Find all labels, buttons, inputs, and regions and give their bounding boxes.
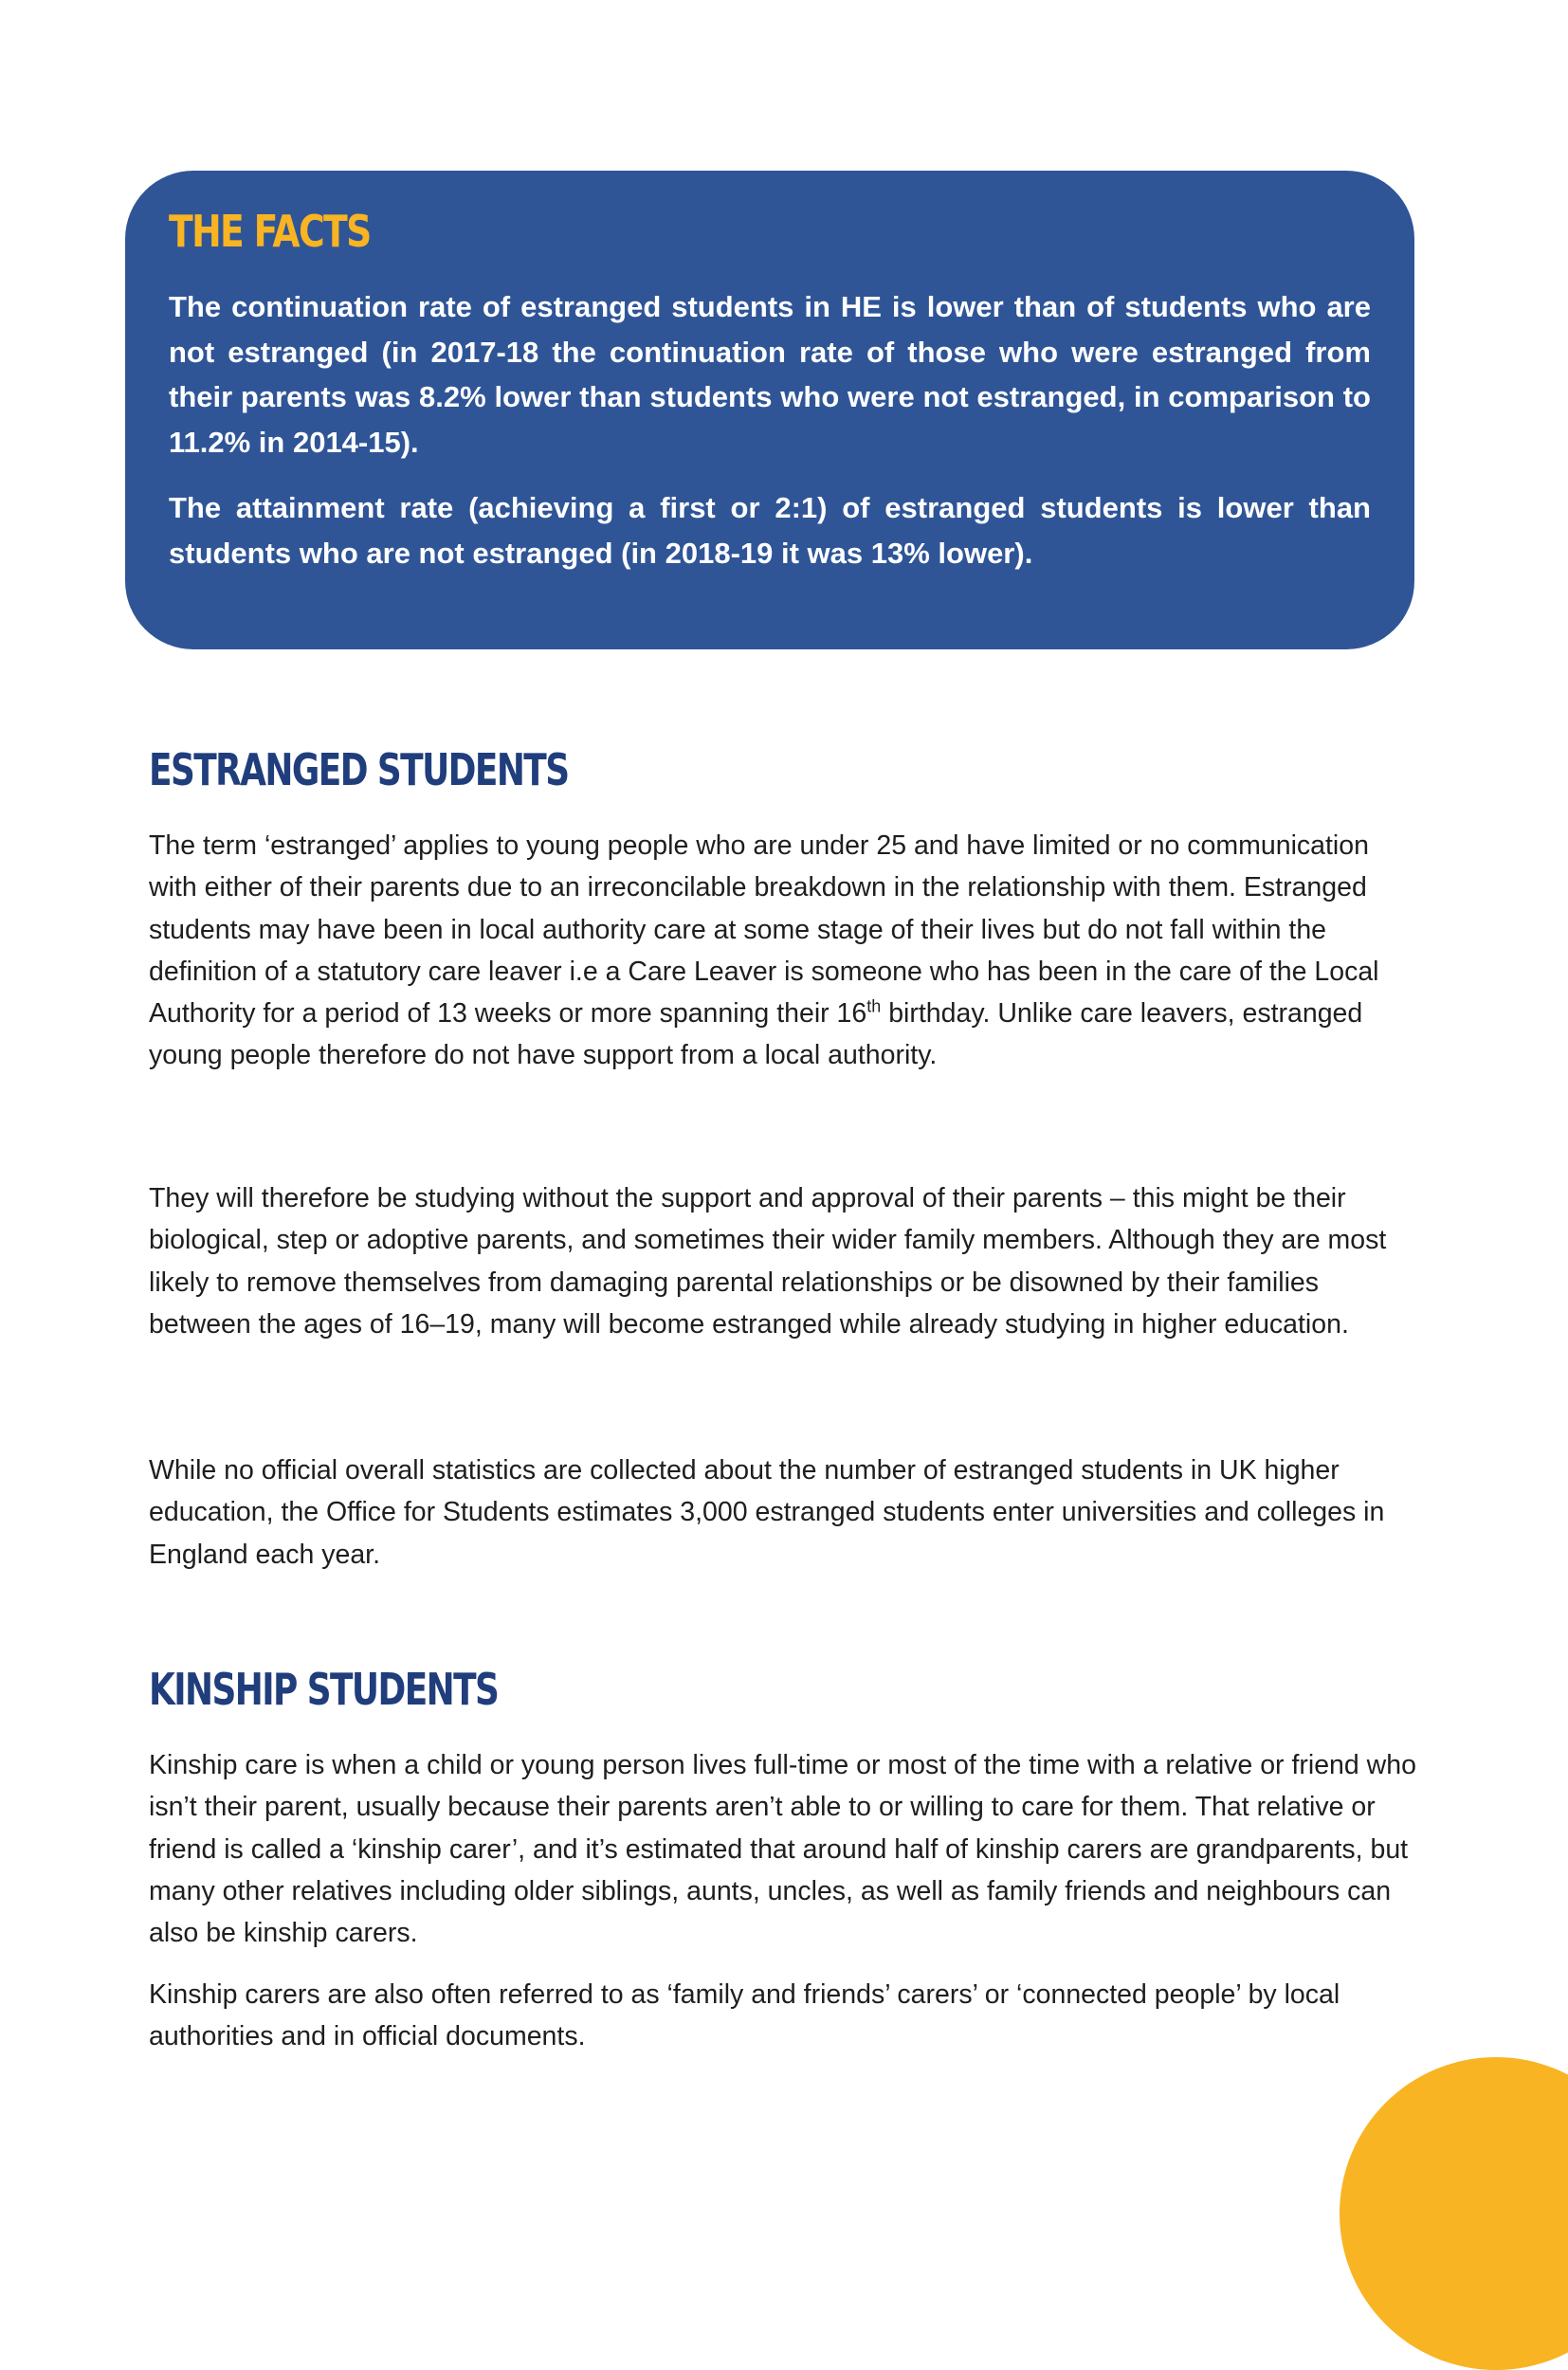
ordinal-suffix: th (866, 996, 882, 1016)
estranged-paragraph-statistics: While no official overall statistics are collected about the number of estranged students in UK higher education, the Office for Students estimates 3,000 estranged students enter universities and colleges in England each year. (149, 1455, 1385, 1570)
decorative-yellow-circle (1340, 2057, 1568, 2370)
estranged-definition-text: The term ‘estranged’ applies to young people who are under 25 and have limited or no communication with either of their parents due to an irreconcilable breakdown in the relationship with them. Estranged students may have been in local authority care at some stage of their lives but do not fall within the definition of a statutory care leaver i.e a Care Leaver is someone who has been in the care of the Local Authority for a period of 13 weeks or more spanning their 16 (149, 830, 1379, 1030)
estranged-paragraph-definition (149, 825, 1424, 1077)
facts-paragraph-attainment: The attainment rate (achieving a first or 2:1) of estranged students is lower than students who are not estranged (in 2018-19 it was 13% lower). (169, 491, 1371, 570)
kinship-paragraph-definition: Kinship care is when a child or young person lives full-time or most of the time with a relative or friend who isn’t their parent, usually because their parents aren’t able to or willing to care for them. That relative or friend is called a ‘kinship carer’, and it’s estimated that around half of kinship carers are grandparents, but many other relatives including older siblings, aunts, uncles, as well as family friends and neighbours can also be kinship carers. (149, 1750, 1416, 1949)
estranged-students-heading: ESTRANGED STUDENTS (149, 744, 569, 795)
estranged-paragraph-support: They will therefore be studying without the support and approval of their parents – this might be their biological, step or adoptive parents, and sometimes their wider family members. Although they are most likely to remove themselves from damaging parental relationships or be disowned by their families between the ages of 16–19, many will become estranged while already studying in higher education. (149, 1183, 1387, 1340)
facts-paragraph-continuation: The continuation rate of estranged students in HE is lower than of students who are not estranged (in 2017-18 the continuation rate of those who were estranged from their parents was 8.2% lower than students who were not estranged, in comparison to 11.2% in 2014-15). (169, 290, 1371, 459)
facts-box (125, 171, 1414, 649)
estranged-definition-tail: birthday. Unlike care leavers, estranged young people therefore do not have support from a local authority. (149, 998, 1363, 1071)
kinship-students-heading: KINSHIP STUDENTS (149, 1664, 499, 1715)
kinship-paragraph-terms: Kinship carers are also often referred to as ‘family and friends’ carers’ or ‘connected people’ by local authorities and in official documents. (149, 1979, 1340, 2052)
facts-title: THE FACTS (169, 206, 371, 257)
